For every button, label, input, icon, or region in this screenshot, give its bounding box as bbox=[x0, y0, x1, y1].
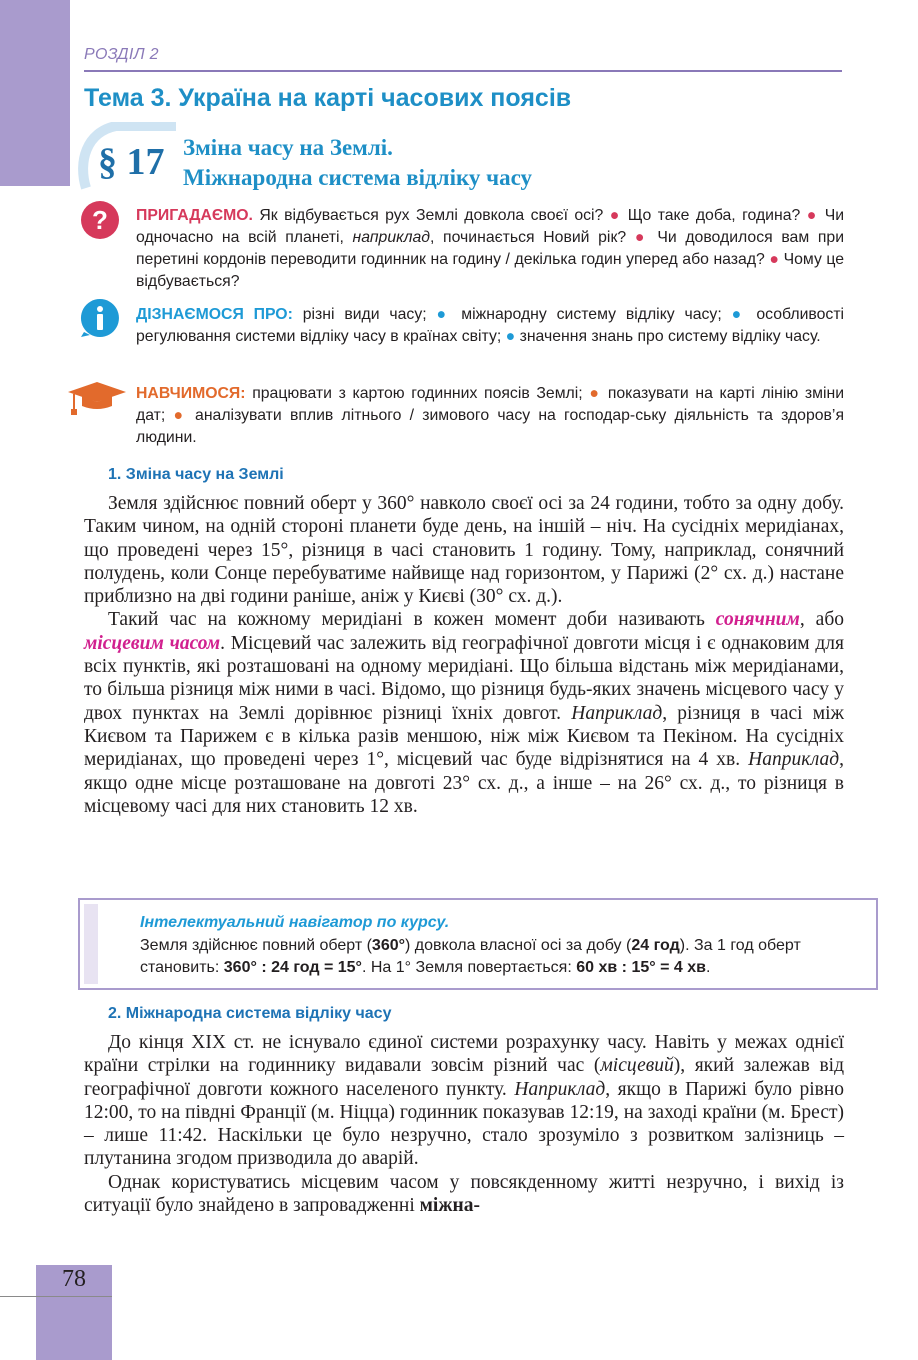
text-run: ) довкола власної осі за добу ( bbox=[405, 937, 632, 954]
text-run: . На 1° Земля повертається: bbox=[361, 959, 572, 976]
svg-text:?: ? bbox=[92, 205, 108, 235]
bullet-dot: ● bbox=[436, 306, 452, 323]
text-run: , різниця в часі між Києвом та Парижем є в кілька разів меншою, ніж між Києвом та Пекіном. На сусідніх меридіанах, що проведені через 1°, місцевий час буде відрізнятися на 4 хв. bbox=[84, 702, 844, 771]
bold-run: 360° : 24 год = 15° bbox=[223, 959, 362, 976]
recall-question: Чи одночасно на всій планеті, bbox=[136, 207, 845, 246]
paragraph-title bbox=[183, 133, 532, 193]
learn-item: значення bbox=[519, 328, 588, 345]
learn-item: особливості регулювання системи відліку часу в країнах світу; bbox=[136, 306, 845, 345]
navigator-text bbox=[140, 935, 840, 979]
page-number: 78 bbox=[62, 1266, 86, 1292]
paragraph-number-badge bbox=[76, 122, 180, 190]
paragraph-number: § 17 bbox=[98, 141, 165, 183]
section1-body bbox=[84, 492, 844, 818]
learn-item: знань про систему відліку часу. bbox=[591, 328, 821, 345]
bold-run: 360° bbox=[371, 937, 406, 954]
term-solar: сонячним bbox=[715, 609, 800, 631]
bullet-dot: ● bbox=[589, 385, 602, 402]
bold-run: 60 хв : 15° = 4 хв bbox=[576, 959, 706, 976]
text-run: ). За 1 год оберт становить: bbox=[140, 937, 801, 976]
paragraph-title-line1: Зміна часу на Землі. bbox=[183, 135, 393, 160]
section1-heading: 1. Зміна часу на Землі bbox=[108, 466, 284, 483]
recall-question: Як відбувається рух Землі довкола своєї осі? bbox=[259, 207, 604, 224]
text-run: . bbox=[705, 959, 711, 976]
recall-question: година? bbox=[742, 207, 801, 224]
text-run: , якщо одне місце розташоване на довготі 23° сх. д., а інше – на 26° сх. д., то різниця в місцевому часі для них становить 12 хв. bbox=[84, 749, 844, 817]
bullet-dot: ● bbox=[505, 328, 516, 345]
recall-question: декілька годин уперед або назад? bbox=[514, 251, 765, 268]
text-run: До кінця XIX ст. не існувало єдиної системи розрахунку часу. Навіть у межах однієї країни стрілки на годиннику видавали зовсім різний час ( bbox=[84, 1032, 844, 1077]
recall-question: Чому це відбувається? bbox=[136, 251, 845, 290]
bullet-dot: ● bbox=[769, 251, 780, 268]
emphasis: місцевий bbox=[600, 1055, 674, 1077]
skills-label: НАВЧИМОСЯ: bbox=[136, 385, 246, 402]
section1-paragraph1: Земля здійснює повний оберт у 360° навколо своєї осі за 24 години, тобто за одну добу. Таким чином, на одній стороні планети буде день, на іншій – ніч. На сусідніх меридіанах, що проведені через 15°, різниця в часі становить 1 годину. Тому, наприклад, сонячний полудень, коли Сонце перебуватиме найвище над горизонтом, у Парижі (2° сх. д.) настане приблизно на дві години раніше, аніж у Києві (30° сх. д.). bbox=[84, 493, 844, 608]
question-mark-icon bbox=[80, 200, 120, 245]
recall-question: , починається Новий рік? bbox=[430, 229, 627, 246]
info-icon bbox=[80, 298, 120, 343]
topic-title: Тема 3. Україна на карті часових поясів bbox=[84, 84, 572, 112]
skill-item: карті лінію зміни дат; bbox=[136, 385, 845, 424]
navigator-stripe bbox=[84, 904, 98, 984]
bold-run: 24 год bbox=[631, 937, 680, 954]
emphasis: Наприклад bbox=[514, 1078, 606, 1100]
chapter-tab-decoration bbox=[0, 0, 70, 186]
bullet-dot: ● bbox=[634, 229, 649, 246]
learn-item: різні види часу; bbox=[302, 306, 427, 323]
graduation-cap-icon bbox=[66, 378, 128, 423]
bullet-dot: ● bbox=[806, 207, 819, 224]
bullet-dot: ● bbox=[731, 306, 747, 323]
recall-question: Що таке доба, bbox=[627, 207, 736, 224]
bullet-dot: ● bbox=[609, 207, 622, 224]
bullet-dot: ● bbox=[173, 407, 187, 424]
skill-item: працювати з картою годинних поясів Землі; bbox=[252, 385, 583, 402]
term-local-time: місцевим часом bbox=[84, 632, 221, 654]
section2-heading: 2. Міжнародна система відліку часу bbox=[108, 1005, 392, 1022]
skill-item: показувати на bbox=[607, 385, 713, 402]
text-run: . Місцевий час залежить від географічної довготи місця і є однаковим для всіх пунктів, які розташовані на одному меридіані. Що більша відстань між меридіанами, то більша різниця між ними в часі. Відомо, що різниця будь-яких значень місцевого часу у двох пунктах на Землі дорівнює різниці їхніх довгот. bbox=[84, 632, 844, 724]
navigator-box bbox=[78, 898, 878, 990]
emphasis: Наприклад bbox=[748, 749, 840, 771]
recall-label: ПРИГАДАЄМО. bbox=[136, 207, 253, 224]
section-label: РОЗДІЛ 2 bbox=[84, 46, 159, 63]
section2-body bbox=[84, 1031, 844, 1217]
skill-item: аналізувати вплив літнього / зимового часу на господар- bbox=[195, 407, 636, 424]
learn-about-block bbox=[136, 304, 844, 348]
bold-run: міжна- bbox=[419, 1195, 480, 1217]
header-rule bbox=[84, 70, 842, 72]
text-run: , або bbox=[799, 609, 845, 631]
text-run: ), який залежав від географічної довготи кожного населеного пункту. bbox=[84, 1055, 844, 1100]
paragraph-title-line2: Міжнародна система відліку часу bbox=[183, 165, 533, 190]
recall-block bbox=[136, 205, 844, 293]
text-run: Однак користуватись місцевим часом у повсякденному житті незручно, і вихід із ситуації було знайдено в запровадженні bbox=[84, 1171, 844, 1217]
text-run: Земля здійснює повний оберт ( bbox=[140, 937, 372, 954]
skill-item: ську діяльність та здоров’я людини. bbox=[136, 407, 844, 446]
text-run: Такий час на кожному меридіані в кожен момент доби називають bbox=[108, 609, 705, 631]
footer-rule bbox=[0, 1296, 112, 1297]
recall-emphasis: наприклад bbox=[352, 229, 430, 246]
section2-paragraph1 bbox=[84, 1031, 844, 1171]
section2-paragraph2 bbox=[84, 1171, 844, 1218]
text-run: , якщо в Парижі було рівно 12:00, то на півдні Франції (м. Ніцца) годинник показував 12:19, на заході країни (м. Брест) – лише 11:42. Наскільки це було незручно, стало зрозуміло з розвитком залізниць – плутанина згодом призводила до аварій. bbox=[84, 1078, 845, 1170]
learn-about-label: ДІЗНАЄМОСЯ ПРО: bbox=[136, 306, 293, 323]
skills-block bbox=[136, 383, 844, 449]
section1-paragraph2 bbox=[84, 608, 844, 818]
navigator-title: Інтелектуальний навігатор по курсу. bbox=[140, 914, 450, 931]
emphasis: Наприклад bbox=[571, 702, 663, 724]
learn-item: міжнародну систему відліку часу; bbox=[461, 306, 722, 323]
recall-question: Чи доводилося вам при перетині кордонів переводити годинник на годину / bbox=[136, 229, 845, 268]
